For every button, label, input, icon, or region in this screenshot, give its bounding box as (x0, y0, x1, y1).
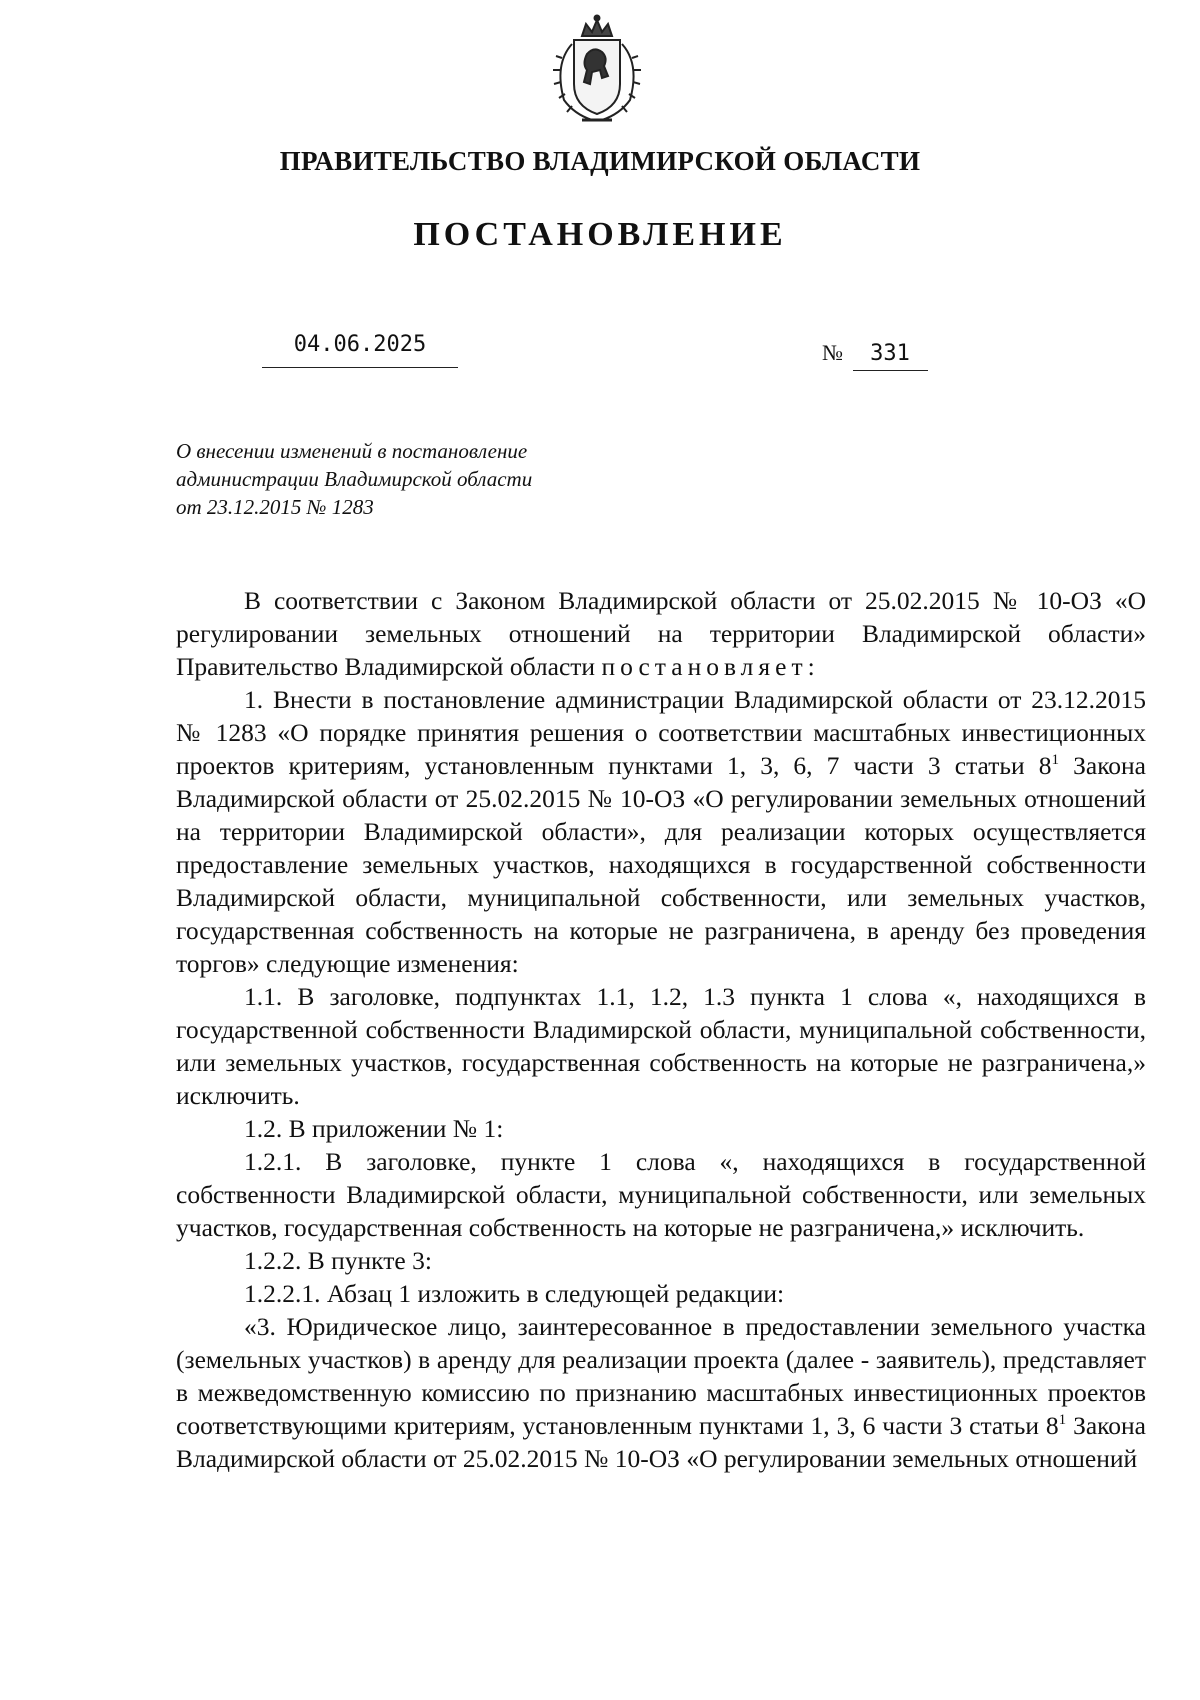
spaced-word: постановляет (601, 652, 808, 681)
number-sign: № (822, 340, 843, 365)
document-number-field (822, 340, 928, 371)
body-paragraph: В соответствии с Законом Владимирской области от 25.02.2015 № 10-ОЗ «О регулировании земельных отношений на территории Владимирской области» Правительство Владимирской области постановляет: (176, 586, 1146, 681)
body-paragraph: 1.1. В заголовке, подпунктах 1.1, 1.2, 1.3 пункта 1 слова «, находящихся в государственной собственности Владимирской области, муниципальной собственности, или земельных участков, государственная собственность на которые не разграничена,» исключить. (176, 982, 1146, 1110)
superscript: 1 (1051, 752, 1059, 768)
subject-line: администрации Владимирской области (176, 467, 533, 491)
subject-line: от 23.12.2015 № 1283 (176, 495, 374, 519)
document-type-title: ПОСТАНОВЛЕНИЕ (413, 216, 787, 253)
body-paragraph: 1. Внести в постановление администрации Владимирской области от 23.12.2015 № 1283 «О порядке принятия решения о соответствии масштабных инвестиционных проектов критериям, установленным пунктами 1, 3, 6, 7 части 3 статьи $8^1$ Закона Владимирской области от 25.02.2015 № 10-ОЗ «О регулировании земельных отношений на территории Владимирской области», для реализации которых осуществляется предоставление земельных участков, находящихся в государственной собственности Владимирской области, муниципальной собственности, или земельных участков, государственная собственность на которые не разграничена, в аренду без проведения торгов» следующие изменения: (176, 685, 1146, 978)
body-paragraph: 1.2. В приложении № 1: (244, 1114, 504, 1143)
body-paragraph: «3. Юридическое лицо, заинтересованное в предоставлении земельного участка (земельных участков) в аренду для реализации проекта (далее - заявитель), представляет в межведомственную комиссию по признанию масштабных инвестиционных проектов соответствующими критериям, установленным пунктами 1, 3, 6 части 3 статьи $8^1$ Закона Владимирской области от 25.02.2015 № 10-ОЗ «О регулировании земельных отношений (176, 1312, 1146, 1473)
document-date-field (262, 332, 458, 368)
document-date: 04.06.2025 (293, 332, 427, 357)
body-paragraph: 1.2.1. В заголовке, пункте 1 слова «, находящихся в государственной собственности Владимирской области, муниципальной собственности, или земельных участков, государственная собственность на которые не разграничена,» исключить. (176, 1147, 1146, 1242)
body-paragraph: 1.2.2. В пункте 3: (244, 1246, 432, 1275)
document-body (176, 584, 1146, 1475)
subject-line: О внесении изменений в постановление (176, 439, 528, 463)
document-subject (176, 437, 636, 521)
document-number: 331 (870, 341, 910, 366)
body-paragraph: 1.2.2.1. Абзац 1 изложить в следующей редакции: (244, 1279, 785, 1308)
coat-of-arms-icon (542, 14, 652, 126)
organization-title: ПРАВИТЕЛЬСТВО ВЛАДИМИРСКОЙ ОБЛАСТИ (279, 146, 921, 176)
superscript: 1 (1058, 1412, 1067, 1428)
